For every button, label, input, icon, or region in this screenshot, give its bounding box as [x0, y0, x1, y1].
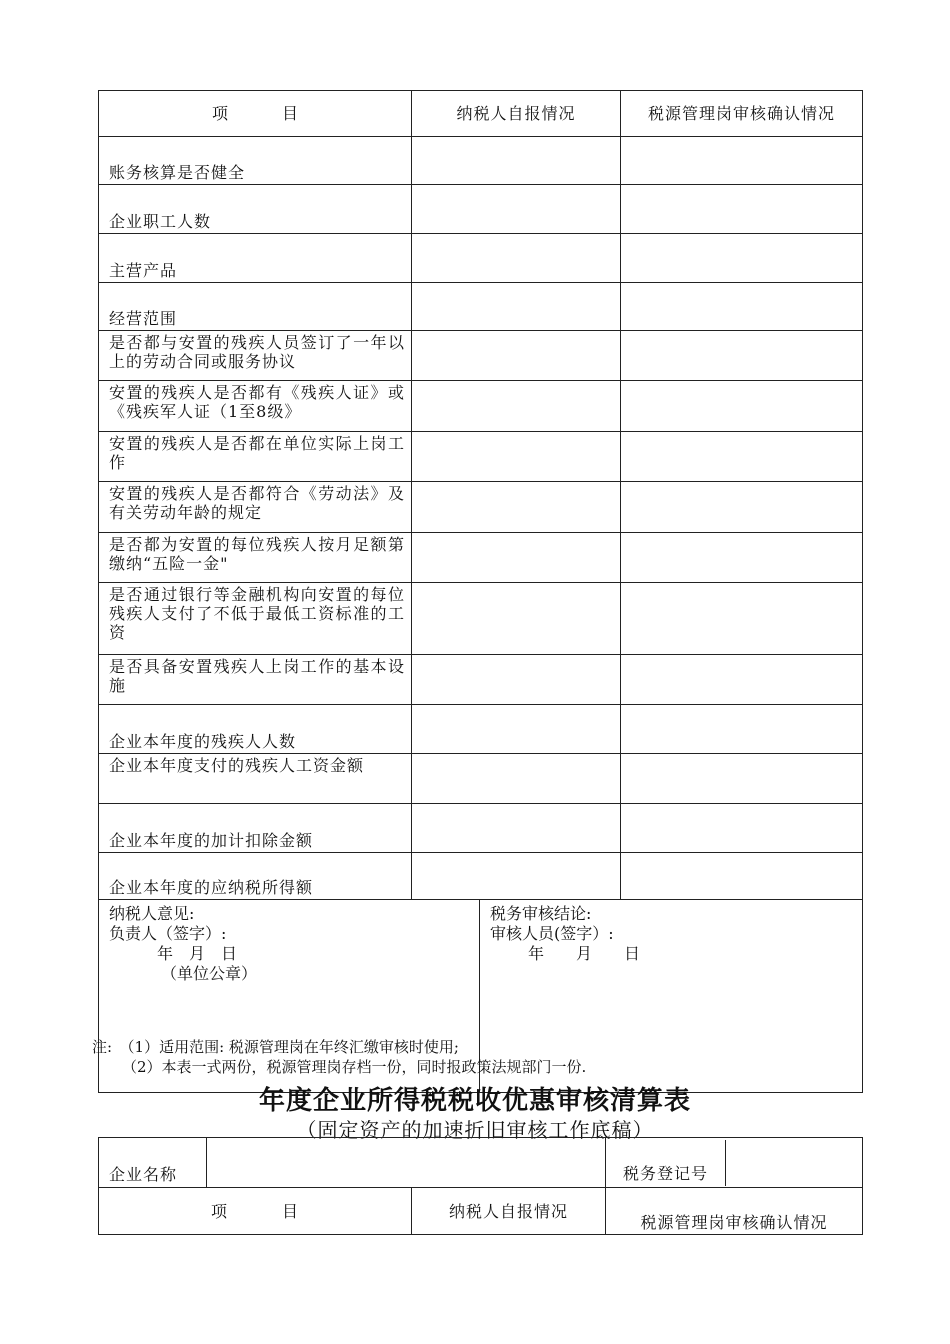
review-cell[interactable] [621, 655, 863, 705]
self-report-cell[interactable] [412, 583, 621, 655]
header-self-report: 纳税人自报情况 [412, 91, 621, 137]
review-cell[interactable] [621, 804, 863, 853]
table-row [99, 331, 863, 381]
review-cell[interactable] [621, 583, 863, 655]
self-report-cell[interactable] [412, 432, 621, 482]
table-row [99, 754, 863, 804]
company-name-label: 企业名称 [99, 1138, 207, 1188]
row-item-label: 是否具备安置残疾人上岗工作的基本设施 [99, 655, 412, 705]
table-row [99, 283, 863, 331]
table-row [99, 137, 863, 185]
review-cell[interactable] [621, 331, 863, 381]
taxpayer-date: 年 月 日 [157, 944, 238, 963]
review-cell[interactable] [621, 185, 863, 234]
table-row [99, 583, 863, 655]
taxpayer-opinion-title: 纳税人意见: [109, 904, 195, 923]
company-seal-label: （单位公章） [161, 964, 258, 983]
row-item-label: 安置的残疾人是否都在单位实际上岗工作 [99, 432, 412, 482]
self-report-cell[interactable] [412, 331, 621, 381]
form-subtitle: （固定资产的加速折旧审核工作底稿） [296, 1118, 654, 1142]
tax-reg-value[interactable] [726, 1140, 862, 1186]
table-row [99, 381, 863, 432]
self-report-cell[interactable] [412, 482, 621, 533]
note-line-1: 注: （1）适用范围: 税源管理岗在年终汇缴审核时使用; [92, 1038, 459, 1056]
self-report-cell[interactable] [412, 381, 621, 432]
table-header-row [99, 91, 863, 137]
self-report-cell[interactable] [412, 185, 621, 234]
row-item-label: 是否都与安置的残疾人员签订了一年以上的劳动合同或服务协议 [99, 331, 412, 381]
note-line-2: （2）本表一式两份，税源管理岗存档一份，同时报政策法规部门一份. [122, 1058, 587, 1076]
review-cell[interactable] [621, 482, 863, 533]
review-table [98, 90, 863, 1093]
table-row [99, 705, 863, 754]
company-info-row [99, 1138, 863, 1188]
review-cell[interactable] [621, 705, 863, 754]
depreciation-table [98, 1137, 863, 1235]
self-report-cell[interactable] [412, 283, 621, 331]
table-row [99, 432, 863, 482]
table-row [99, 234, 863, 283]
self-report-cell[interactable] [412, 137, 621, 185]
row-item-label: 企业本年度支付的残疾人工资金额 [99, 754, 412, 804]
review-cell[interactable] [621, 533, 863, 583]
self-report-cell[interactable] [412, 705, 621, 754]
review-cell[interactable] [621, 432, 863, 482]
tax-reg-label: 税务登记号 [606, 1140, 726, 1186]
review-conclusion-title: 税务审核结论: [490, 904, 592, 923]
review-cell[interactable] [621, 754, 863, 804]
notes [92, 1037, 586, 1077]
review-cell[interactable] [621, 137, 863, 185]
header-review: 税源管理岗审核确认情况 [621, 91, 863, 137]
row-item-label: 是否都为安置的每位残疾人按月足额第缴纳“五险一金" [99, 533, 412, 583]
row-item-label: 企业本年度的应纳税所得额 [99, 853, 412, 900]
taxpayer-signer: 负责人（签字）: [109, 924, 227, 943]
row-item-label: 主营产品 [99, 234, 412, 283]
self-report-cell[interactable] [412, 234, 621, 283]
company-name-value[interactable] [207, 1138, 606, 1188]
review-cell[interactable] [621, 381, 863, 432]
row-item-label: 企业职工人数 [99, 185, 412, 234]
row-item-label: 经营范围 [99, 283, 412, 331]
self-report-cell[interactable] [412, 804, 621, 853]
row-item-label: 企业本年度的加计扣除金额 [99, 804, 412, 853]
review-cell[interactable] [621, 853, 863, 900]
self-report-cell[interactable] [412, 533, 621, 583]
table-row [99, 804, 863, 853]
table-row [99, 853, 863, 900]
reviewer-signer: 审核人员(签字）: [490, 924, 614, 943]
table2-header-row [99, 1188, 863, 1235]
table-row [99, 185, 863, 234]
header2-item: 项 目 [99, 1188, 412, 1235]
review-date: 年 月 日 [528, 944, 641, 963]
self-report-cell[interactable] [412, 754, 621, 804]
header-item: 项 目 [99, 91, 412, 137]
table-row [99, 533, 863, 583]
row-item-label: 安置的残疾人是否都有《残疾人证》或《残疾军人证（1至8级》 [99, 381, 412, 432]
row-item-label: 安置的残疾人是否都符合《劳动法》及有关劳动年龄的规定 [99, 482, 412, 533]
row-item-label: 是否通过银行等金融机构向安置的每位残疾人支付了不低于最低工资标准的工资 [99, 583, 412, 655]
table-row [99, 655, 863, 705]
header2-review: 税源管理岗审核确认情况 [606, 1188, 863, 1235]
form-title: 年度企业所得税税收优惠审核清算表 [258, 1086, 691, 1116]
header2-self-report: 纳税人自报情况 [412, 1188, 606, 1235]
self-report-cell[interactable] [412, 853, 621, 900]
self-report-cell[interactable] [412, 655, 621, 705]
table-body [99, 137, 863, 900]
row-item-label: 账务核算是否健全 [99, 137, 412, 185]
table-row [99, 482, 863, 533]
row-item-label: 企业本年度的残疾人人数 [99, 705, 412, 754]
review-cell[interactable] [621, 234, 863, 283]
review-cell[interactable] [621, 283, 863, 331]
